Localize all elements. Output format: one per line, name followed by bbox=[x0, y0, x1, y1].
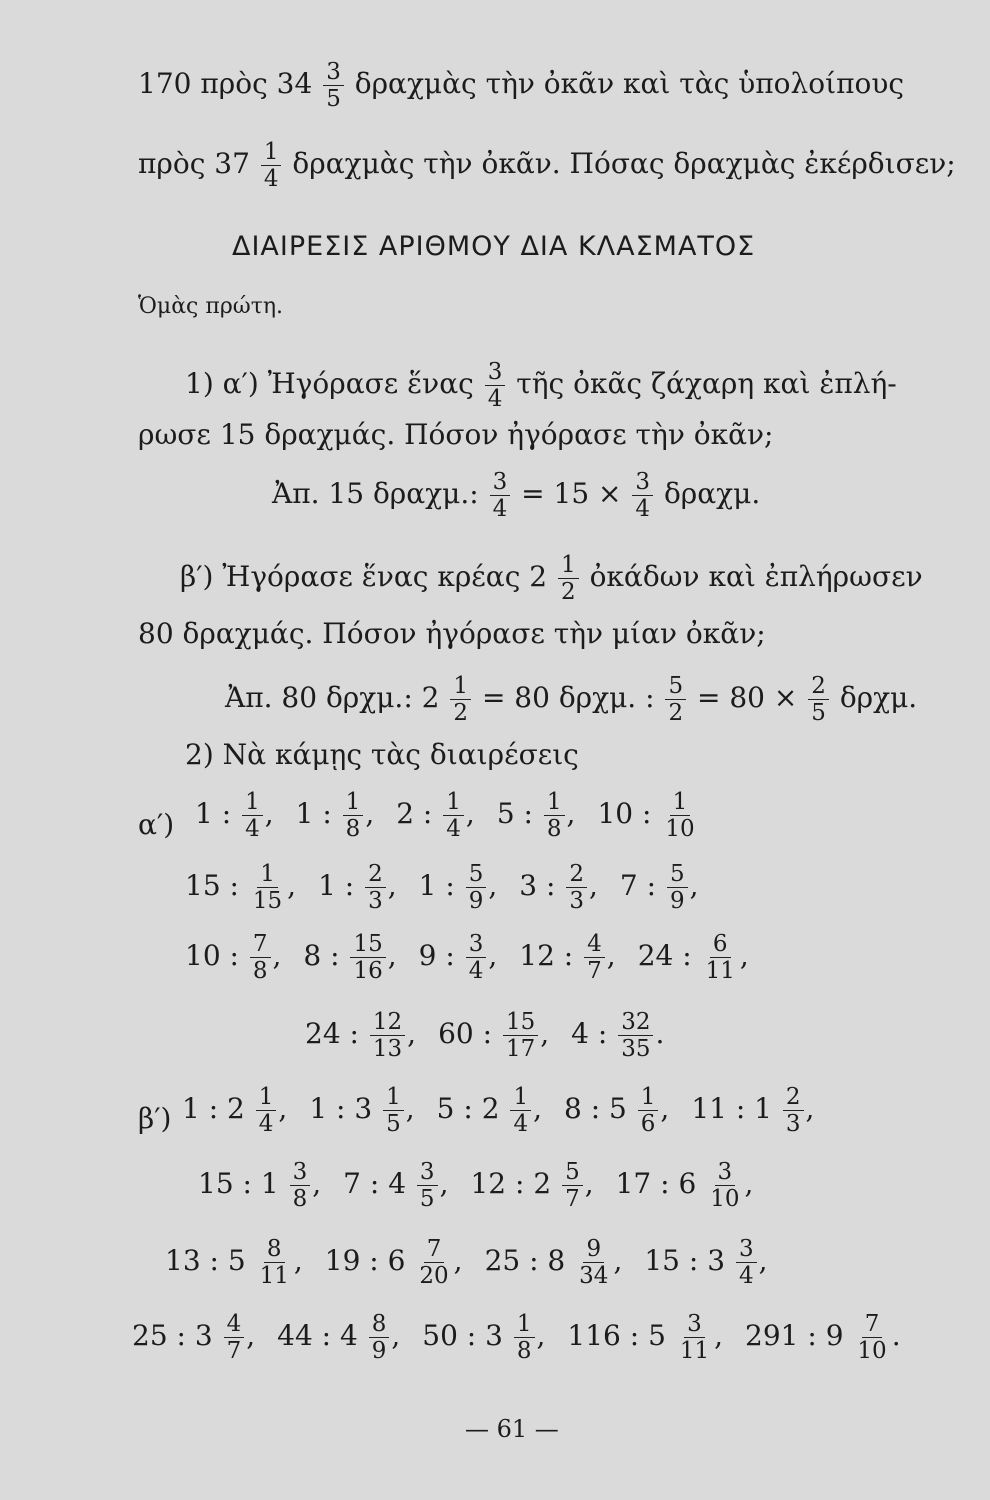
text: πρὸς 37 bbox=[138, 147, 250, 180]
fraction bbox=[485, 360, 506, 411]
fraction bbox=[365, 862, 386, 913]
dividend: 17 : 6 bbox=[615, 1167, 697, 1200]
fraction bbox=[707, 1160, 742, 1211]
denominator: 2 bbox=[453, 700, 469, 726]
dividend: 12 : 2 bbox=[470, 1167, 552, 1200]
punctuation: , bbox=[278, 1092, 288, 1125]
numerator: 1 bbox=[544, 790, 565, 816]
division-item bbox=[305, 1009, 417, 1062]
division-item bbox=[396, 789, 475, 842]
numerator: 1 bbox=[256, 1085, 277, 1111]
problem-1b-line-1 bbox=[180, 553, 923, 604]
text: = 80 δρχμ. : bbox=[481, 681, 655, 714]
punctuation: . bbox=[891, 1319, 901, 1352]
dividend: 1 : bbox=[195, 797, 232, 830]
numerator: 15 bbox=[503, 1010, 538, 1036]
denominator: 7 bbox=[565, 1186, 580, 1212]
denominator: 3 bbox=[569, 888, 584, 914]
denominator: 3 bbox=[368, 888, 383, 914]
punctuation: , bbox=[533, 1092, 542, 1125]
numerator: 1 bbox=[514, 1312, 535, 1338]
division-item bbox=[324, 1236, 463, 1289]
text: δραχμὰς τὴν ὀκᾶν. Πόσας δραχμὰς ἐκέρδισεν; bbox=[292, 147, 956, 180]
punctuation: , bbox=[287, 869, 297, 902]
denominator: 9 bbox=[468, 888, 484, 914]
division-item bbox=[303, 931, 397, 984]
punctuation: , bbox=[744, 1167, 754, 1200]
numerator: 2 bbox=[365, 862, 386, 888]
numerator: 1 bbox=[558, 553, 579, 579]
fraction bbox=[558, 553, 579, 604]
punctuation: , bbox=[405, 1092, 415, 1125]
denominator: 11 bbox=[679, 1338, 710, 1364]
numerator: 8 bbox=[369, 1312, 390, 1338]
denominator: 34 bbox=[579, 1263, 609, 1289]
fraction bbox=[638, 1085, 659, 1136]
dividend: 15 : 3 bbox=[644, 1244, 726, 1277]
dividend: 15 : 1 bbox=[198, 1167, 279, 1200]
dividend: 24 : bbox=[637, 939, 692, 972]
dividend: 2 : bbox=[396, 797, 433, 830]
dividend: 5 : 2 bbox=[436, 1092, 500, 1125]
numerator: 1 bbox=[242, 790, 263, 816]
punctuation: , bbox=[566, 797, 576, 830]
numerator: 1 bbox=[257, 862, 278, 888]
numerator: 8 bbox=[264, 1237, 285, 1263]
division-item bbox=[519, 931, 616, 984]
denominator: 4 bbox=[468, 958, 484, 984]
division-item bbox=[418, 931, 498, 984]
dividend: 5 : bbox=[496, 797, 533, 830]
division-item bbox=[496, 789, 576, 842]
fraction bbox=[383, 1085, 404, 1136]
fraction bbox=[466, 862, 487, 913]
division-item bbox=[567, 1311, 724, 1364]
fraction bbox=[566, 862, 587, 913]
division-item bbox=[470, 1159, 594, 1212]
numerator: 3 bbox=[466, 932, 487, 958]
fraction bbox=[632, 470, 653, 521]
punctuation: , bbox=[714, 1319, 724, 1352]
intro-line-1 bbox=[138, 60, 904, 111]
numerator: 4 bbox=[224, 1312, 245, 1338]
dividend: 12 : bbox=[519, 939, 574, 972]
division-item bbox=[185, 861, 297, 914]
numerator: 3 bbox=[323, 60, 344, 86]
punctuation: , bbox=[805, 1092, 815, 1125]
denominator: 16 bbox=[353, 958, 383, 984]
numerator: 5 bbox=[665, 674, 686, 700]
division-item bbox=[691, 1084, 815, 1137]
denominator: 4 bbox=[492, 496, 508, 522]
beta-row-4 bbox=[132, 1312, 923, 1363]
dividend: 1 : bbox=[295, 797, 332, 830]
fraction bbox=[250, 932, 271, 983]
dividend: 60 : bbox=[438, 1017, 493, 1050]
dividend: 1 : bbox=[318, 869, 355, 902]
alpha-row-1 bbox=[195, 790, 722, 841]
denominator: 10 bbox=[665, 816, 695, 842]
problem-1b-answer bbox=[225, 674, 917, 725]
numerator: 6 bbox=[710, 932, 731, 958]
denominator: 5 bbox=[326, 86, 341, 112]
denominator: 5 bbox=[386, 1111, 401, 1137]
dividend: 11 : 1 bbox=[691, 1092, 772, 1125]
numerator: 3 bbox=[290, 1160, 311, 1186]
punctuation: , bbox=[613, 1244, 623, 1277]
dividend: 1 : bbox=[418, 869, 455, 902]
text: = 15 × bbox=[521, 477, 622, 510]
fraction bbox=[490, 470, 511, 521]
fraction bbox=[350, 932, 385, 983]
punctuation: , bbox=[387, 869, 397, 902]
denominator: 4 bbox=[487, 386, 503, 412]
fraction bbox=[242, 790, 263, 841]
division-item bbox=[644, 1236, 768, 1289]
division-item bbox=[418, 861, 498, 914]
denominator: 4 bbox=[738, 1263, 754, 1289]
fraction bbox=[323, 60, 344, 111]
division-item bbox=[563, 1084, 670, 1137]
division-item bbox=[165, 1236, 303, 1289]
numerator: 1 bbox=[261, 140, 282, 166]
numerator: 3 bbox=[632, 470, 653, 496]
numerator: 5 bbox=[562, 1160, 583, 1186]
division-item bbox=[309, 1084, 415, 1137]
division-item bbox=[615, 1159, 754, 1212]
problem-1-line-2: ρωσε 15 δραχμάς. Πόσον ἠγόρασε τὴν ὀκᾶν; bbox=[138, 418, 774, 451]
dividend: 4 : bbox=[571, 1017, 608, 1050]
numerator: 15 bbox=[350, 932, 385, 958]
fraction bbox=[667, 862, 688, 913]
numerator: 3 bbox=[736, 1237, 757, 1263]
punctuation: , bbox=[453, 1244, 463, 1277]
fraction bbox=[677, 1312, 712, 1363]
dividend: 116 : 5 bbox=[567, 1319, 666, 1352]
fraction bbox=[370, 1010, 405, 1061]
numerator: 7 bbox=[424, 1237, 445, 1263]
numerator: 12 bbox=[370, 1010, 405, 1036]
numerator: 1 bbox=[670, 790, 691, 816]
denominator: 8 bbox=[292, 1186, 308, 1212]
fraction bbox=[665, 674, 686, 725]
division-item bbox=[436, 1084, 542, 1137]
beta-row-1 bbox=[182, 1085, 836, 1136]
division-item bbox=[277, 1311, 401, 1364]
fraction bbox=[256, 1085, 277, 1136]
numerator: 5 bbox=[466, 862, 487, 888]
fraction bbox=[783, 1085, 804, 1136]
dividend: 8 : 5 bbox=[563, 1092, 627, 1125]
denominator: 20 bbox=[419, 1263, 449, 1289]
punctuation: , bbox=[584, 1167, 594, 1200]
fraction bbox=[450, 674, 471, 725]
alpha-row-2 bbox=[185, 862, 721, 913]
punctuation: , bbox=[293, 1244, 303, 1277]
division-item bbox=[597, 789, 699, 842]
division-item bbox=[519, 861, 598, 914]
fraction bbox=[854, 1312, 889, 1363]
denominator: 10 bbox=[857, 1338, 887, 1364]
fraction bbox=[703, 932, 738, 983]
exercise-2-title: 2) Νὰ κάμῃς τὰς διαιρέσεις bbox=[185, 738, 579, 771]
dividend: 10 : bbox=[597, 797, 652, 830]
punctuation: , bbox=[758, 1244, 768, 1277]
intro-line-2 bbox=[138, 140, 956, 191]
text: 170 πρὸς 34 bbox=[138, 67, 313, 100]
denominator: 4 bbox=[258, 1111, 274, 1137]
denominator: 2 bbox=[561, 579, 576, 605]
punctuation: , bbox=[246, 1319, 256, 1352]
division-item bbox=[198, 1159, 322, 1212]
punctuation: , bbox=[606, 939, 616, 972]
denominator: 4 bbox=[263, 166, 279, 192]
dividend: 50 : 3 bbox=[422, 1319, 503, 1352]
text: ὀκάδων καὶ ἐπλήρωσεν bbox=[589, 560, 923, 593]
problem-1-line-1 bbox=[185, 360, 897, 411]
punctuation: , bbox=[536, 1319, 546, 1352]
division-item bbox=[422, 1311, 546, 1364]
division-item bbox=[571, 1009, 665, 1062]
fraction bbox=[576, 1237, 611, 1288]
denominator: 4 bbox=[245, 816, 260, 842]
numerator: 3 bbox=[684, 1312, 705, 1338]
punctuation: . bbox=[655, 1017, 665, 1050]
beta-row-3 bbox=[165, 1237, 789, 1288]
division-item bbox=[185, 931, 282, 984]
numerator: 2 bbox=[808, 674, 829, 700]
denominator: 8 bbox=[345, 816, 361, 842]
denominator: 2 bbox=[668, 700, 684, 726]
punctuation: , bbox=[540, 1017, 550, 1050]
numerator: 1 bbox=[450, 674, 471, 700]
division-item bbox=[438, 1009, 550, 1062]
fraction bbox=[662, 790, 697, 841]
denominator: 7 bbox=[226, 1338, 242, 1364]
problem-1-answer bbox=[272, 470, 760, 521]
fraction bbox=[417, 1160, 438, 1211]
numerator: 1 bbox=[383, 1085, 404, 1111]
fraction bbox=[250, 862, 285, 913]
division-item bbox=[343, 1159, 449, 1212]
fraction bbox=[503, 1010, 538, 1061]
text: = 80 × bbox=[697, 681, 798, 714]
denominator: 4 bbox=[635, 496, 651, 522]
denominator: 7 bbox=[587, 958, 602, 984]
denominator: 11 bbox=[705, 958, 735, 984]
section-heading: ΔΙΑΙΡΕΣΙΣ ΑΡΙΘΜΟΥ ΔΙΑ ΚΛΑΣΜΑΤΟΣ bbox=[232, 231, 756, 262]
numerator: 7 bbox=[862, 1312, 883, 1338]
fraction bbox=[224, 1312, 245, 1363]
punctuation: , bbox=[488, 939, 498, 972]
dividend: 7 : 4 bbox=[343, 1167, 407, 1200]
fraction bbox=[369, 1312, 390, 1363]
punctuation: , bbox=[488, 869, 498, 902]
dividend: 3 : bbox=[519, 869, 556, 902]
numerator: 1 bbox=[638, 1085, 659, 1111]
division-item bbox=[484, 1236, 623, 1289]
numerator: 3 bbox=[485, 360, 506, 386]
dividend: 44 : 4 bbox=[277, 1319, 358, 1352]
alpha-label: α′) bbox=[138, 808, 175, 841]
text: β′) Ἠγόρασε ἕνας κρέας 2 bbox=[180, 560, 548, 593]
fraction bbox=[257, 1237, 292, 1288]
numerator: 7 bbox=[250, 932, 271, 958]
fraction bbox=[290, 1160, 311, 1211]
text: δραχμ. bbox=[663, 477, 761, 510]
text: 1) α′) Ἠγόρασε ἕνας bbox=[185, 367, 474, 400]
denominator: 9 bbox=[669, 888, 685, 914]
numerator: 1 bbox=[343, 790, 364, 816]
fraction bbox=[584, 932, 605, 983]
denominator: 4 bbox=[513, 1111, 529, 1137]
fraction bbox=[562, 1160, 583, 1211]
denominator: 11 bbox=[259, 1263, 289, 1289]
denominator: 13 bbox=[372, 1036, 403, 1062]
denominator: 6 bbox=[640, 1111, 656, 1137]
alpha-row-4 bbox=[305, 1010, 686, 1061]
division-item bbox=[318, 861, 397, 914]
dividend: 13 : 5 bbox=[165, 1244, 246, 1277]
numerator: 5 bbox=[667, 862, 688, 888]
denominator: 35 bbox=[621, 1036, 651, 1062]
fraction bbox=[466, 932, 487, 983]
punctuation: , bbox=[391, 1319, 401, 1352]
text: τῆς ὀκᾶς ζάχαρη καὶ ἐπλή- bbox=[516, 367, 897, 400]
denominator: 5 bbox=[811, 700, 826, 726]
numerator: 3 bbox=[490, 470, 511, 496]
text: Ἀπ. 15 δραχμ.: bbox=[272, 477, 479, 510]
division-item bbox=[745, 1311, 901, 1364]
division-item bbox=[619, 861, 699, 914]
dividend: 1 : 2 bbox=[182, 1092, 245, 1125]
numerator: 3 bbox=[715, 1160, 736, 1186]
punctuation: , bbox=[739, 939, 749, 972]
dividend: 291 : 9 bbox=[745, 1319, 844, 1352]
dividend: 9 : bbox=[418, 939, 455, 972]
dividend: 7 : bbox=[619, 869, 657, 902]
text: δραχμὰς τὴν ὀκᾶν καὶ τὰς ὑπολοίπους bbox=[354, 67, 905, 100]
fraction bbox=[416, 1237, 451, 1288]
division-item bbox=[295, 789, 375, 842]
dividend: 10 : bbox=[185, 939, 239, 972]
dividend: 8 : bbox=[303, 939, 340, 972]
numerator: 2 bbox=[566, 862, 587, 888]
division-item bbox=[637, 931, 749, 984]
text: Ἀπ. 80 δρχμ.: 2 bbox=[225, 681, 440, 714]
punctuation: , bbox=[365, 797, 375, 830]
numerator: 1 bbox=[510, 1085, 531, 1111]
denominator: 4 bbox=[446, 816, 461, 842]
punctuation: , bbox=[660, 1092, 670, 1125]
group-label: Ὁμὰς πρώτη. bbox=[138, 294, 284, 319]
numerator: 32 bbox=[618, 1010, 653, 1036]
fraction bbox=[261, 140, 282, 191]
denominator: 9 bbox=[371, 1338, 387, 1364]
denominator: 8 bbox=[546, 816, 562, 842]
division-item bbox=[182, 1084, 288, 1137]
punctuation: , bbox=[312, 1167, 322, 1200]
fraction bbox=[736, 1237, 757, 1288]
denominator: 17 bbox=[505, 1036, 536, 1062]
fraction bbox=[510, 1085, 531, 1136]
punctuation: , bbox=[439, 1167, 449, 1200]
numerator: 1 bbox=[443, 790, 464, 816]
beta-row-2 bbox=[198, 1160, 775, 1211]
punctuation: , bbox=[272, 939, 282, 972]
fraction bbox=[443, 790, 464, 841]
denominator: 8 bbox=[516, 1338, 532, 1364]
punctuation: , bbox=[407, 1017, 417, 1050]
dividend: 15 : bbox=[185, 869, 239, 902]
punctuation: , bbox=[264, 797, 274, 830]
dividend: 24 : bbox=[305, 1017, 359, 1050]
numerator: 2 bbox=[783, 1085, 804, 1111]
punctuation: , bbox=[465, 797, 475, 830]
numerator: 9 bbox=[583, 1237, 604, 1263]
alpha-row-3 bbox=[185, 932, 771, 983]
dividend: 19 : 6 bbox=[324, 1244, 406, 1277]
beta-label: β′) bbox=[138, 1102, 172, 1135]
dividend: 25 : 3 bbox=[132, 1319, 213, 1352]
problem-1b-line-2: 80 δραχμάς. Πόσον ἠγόρασε τὴν μίαν ὀκᾶν; bbox=[138, 617, 766, 650]
numerator: 4 bbox=[584, 932, 605, 958]
division-item bbox=[195, 789, 274, 842]
punctuation: , bbox=[689, 869, 699, 902]
dividend: 25 : 8 bbox=[484, 1244, 566, 1277]
denominator: 5 bbox=[419, 1186, 435, 1212]
page-number: — 61 — bbox=[465, 1415, 559, 1443]
denominator: 15 bbox=[252, 888, 283, 914]
fraction bbox=[544, 790, 565, 841]
text: δρχμ. bbox=[839, 681, 918, 714]
fraction bbox=[514, 1312, 535, 1363]
division-item bbox=[132, 1311, 256, 1364]
punctuation: , bbox=[588, 869, 598, 902]
denominator: 10 bbox=[710, 1186, 740, 1212]
dividend: 1 : 3 bbox=[309, 1092, 373, 1125]
numerator: 3 bbox=[417, 1160, 438, 1186]
fraction bbox=[618, 1010, 653, 1061]
punctuation: , bbox=[387, 939, 397, 972]
fraction bbox=[343, 790, 364, 841]
denominator: 8 bbox=[252, 958, 268, 984]
denominator: 3 bbox=[785, 1111, 801, 1137]
fraction bbox=[808, 674, 829, 725]
